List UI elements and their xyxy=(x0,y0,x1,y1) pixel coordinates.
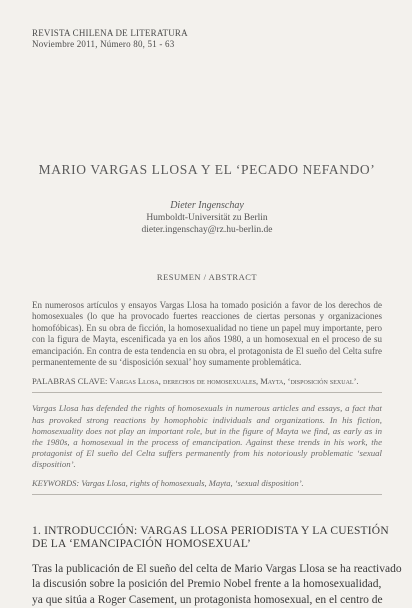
body-text xyxy=(32,562,402,608)
section-heading-line: 1. INTRODUCCIÓN: VARGAS LLOSA PERIODISTA Y LA CUESTIÓN xyxy=(32,524,389,537)
author-block xyxy=(32,200,382,236)
body-line: la discusión sobre la posición del Premio Nobel frente a la homosexualidad, xyxy=(32,578,382,591)
divider xyxy=(32,392,382,393)
body-line: Tras la publicación de El sueño del celta de Mario Vargas Llosa se ha reactivado xyxy=(32,562,402,575)
resumen-text: En numerosos artículos y ensayos Vargas Llosa ha tomado posición a favor de los derechos de homosexuales (lo que ha provocado fuertes reacciones de ciertas personas y organizaciones homofóbicas). En su obra de ficción, la homosexualidad no tiene un papel muy importante, pero con la figura de Mayta, escenificada ya en los años 1980, a un homosexual en el proceso de su emancipación. En contra de esta tendencia en su obra, el protagonista de El sueño del Celta sufre permanentemente de su ‘disposición sexual’ hoy sumamente problemática. xyxy=(32,300,382,368)
article-title: MARIO VARGAS LLOSA Y EL ‘PECADO NEFANDO’ xyxy=(38,162,376,177)
section-heading xyxy=(32,524,389,552)
journal-issue: Noviembre 2011, Número 80, 51 - 63 xyxy=(32,39,175,49)
resumen-heading: RESUMEN / ABSTRACT xyxy=(156,272,258,282)
author-affiliation: Humboldt-Universität zu Berlin xyxy=(146,213,268,223)
author-email: dieter.ingenschay@rz.hu-berlin.de xyxy=(141,225,273,235)
abstract-text: Vargas Llosa has defended the rights of homosexuals in numerous articles and essays, a fact that has provoked strong reactions by homophobic individuals and organizations. In his fiction, homosexuality does not play an important role, but in the figure of Mayta we find, as early as in the 1980s, a homosexual in the process of emancipation. Against these trends in his work, the protagonist of El sueño del Celta suffers permanently from his notoriously problematic ‘sexual disposition’. xyxy=(32,403,382,470)
keywords-en: KEYWORDS: Vargas Llosa, rights of homosexuals, Mayta, ‘sexual disposition’. xyxy=(32,477,304,488)
author-name: Dieter Ingenschay xyxy=(170,200,244,211)
journal-name: REVISTA CHILENA DE LITERATURA xyxy=(32,28,188,38)
section-heading-line: DE LA ‘EMANCIPACIÓN HOMOSEXUAL’ xyxy=(32,538,252,551)
keywords-es: PALABRAS CLAVE: Vargas Llosa, derechos de homosexuales, Mayta, ‘disposición sexual’. xyxy=(32,376,359,387)
body-line: ya que sitúa a Roger Casement, un protagonista homosexual, en el centro de xyxy=(32,593,383,606)
divider xyxy=(32,494,382,495)
journal-header xyxy=(32,28,382,50)
